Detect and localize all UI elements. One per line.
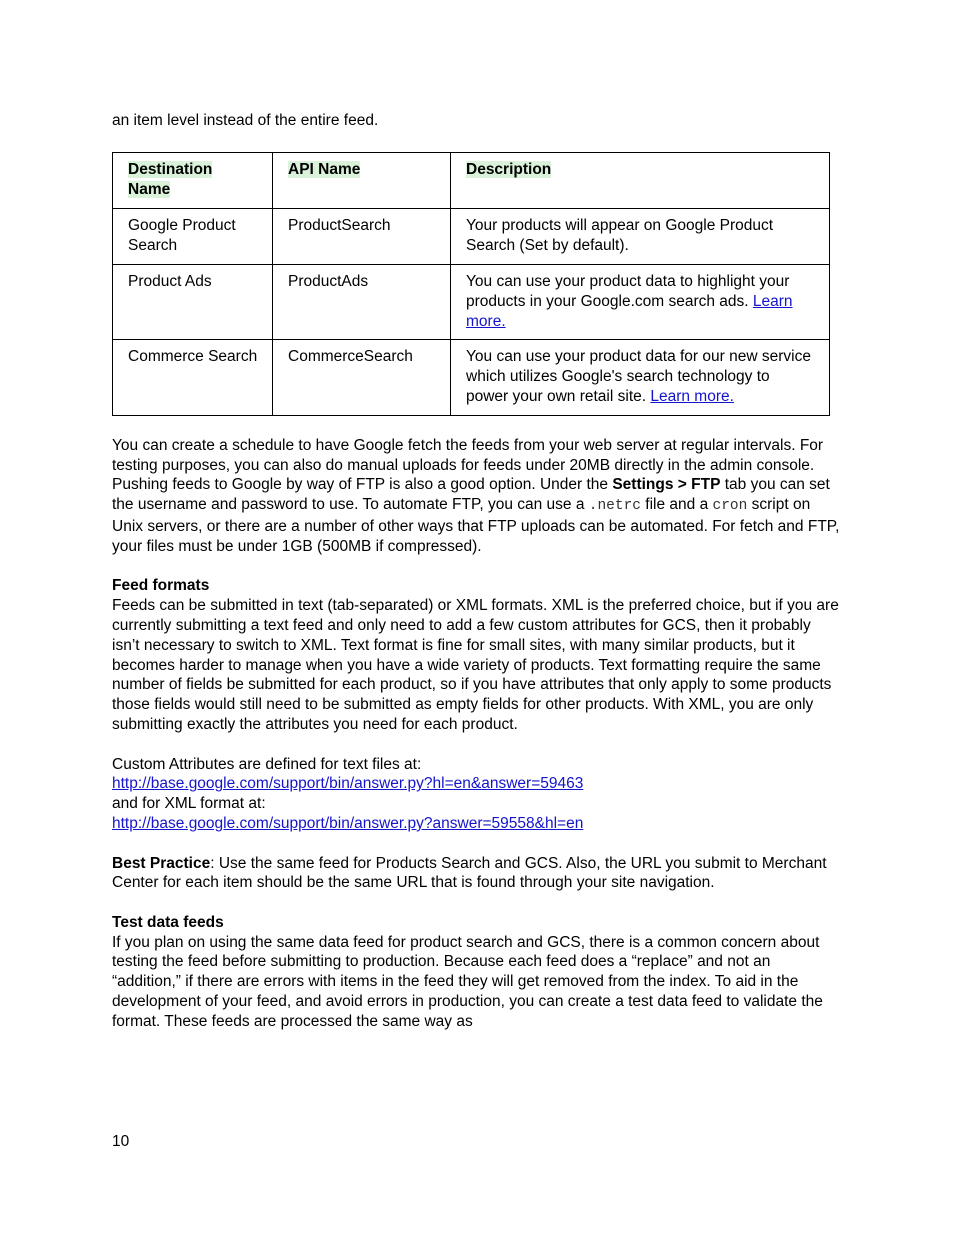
custom-attrs-xml-link[interactable]: http://base.google.com/support/bin/answer.py?answer=59558&hl=en (112, 814, 584, 832)
test-feeds-body: If you plan on using the same data feed for product search and GCS, there is a common concern about testing the feed before submitting to production. Because each feed does a “replace” and not an “addition,” if there are errors with items in the feed they will get removed from the index. To aid in the development of your feed, and avoid errors in production, you can create a test data feed to validate the format. These feeds are processed the same way as (112, 933, 823, 1030)
destinations-table (112, 152, 830, 416)
feed-formats-heading: Feed formats (112, 577, 210, 595)
page-content (112, 111, 840, 1032)
table-row (113, 340, 830, 415)
learn-more-link[interactable]: Learn more. (650, 387, 734, 405)
cell-destination: Google Product Search (113, 209, 273, 265)
cell-description: Your products will appear on Google Product Search (Set by default). (451, 209, 830, 265)
cell-api-name: CommerceSearch (273, 340, 451, 415)
custom-attrs-text-link[interactable]: http://base.google.com/support/bin/answer.py?hl=en&answer=59463 (112, 775, 584, 793)
table-row (113, 264, 830, 339)
header-description: Description (451, 152, 830, 209)
cell-api-name: ProductSearch (273, 209, 451, 265)
header-api-name: API Name (273, 152, 451, 209)
best-practice-paragraph: Best Practice: Use the same feed for Products Search and GCS. Also, the URL you submit to Merchant Center for each item should be the same URL that is found through your site navigation. (112, 854, 827, 892)
cell-description: You can use your product data to highlight your products in your Google.com search ads. Learn more. (451, 264, 830, 339)
table-header-row (113, 152, 830, 209)
custom-attrs-xml-label: and for XML format at: (112, 795, 266, 813)
cell-destination: Product Ads (113, 264, 273, 339)
cell-destination: Commerce Search (113, 340, 273, 415)
intro-line: an item level instead of the entire feed. (112, 112, 379, 129)
feed-formats-body: Feeds can be submitted in text (tab-separated) or XML formats. XML is the preferred choice, but if you are currently submitting a text feed and only need to add a few custom attributes for GCS, then it probably isn’t necessary to switch to XML. Text format is fine for small sites, with many similar products, but it becomes harder to manage when you have a wide variety of products. Text formatting require the same number of fields be submitted for each product, so if you have attributes that only apply to some products those fields would still need to be submitted as empty fields for other products. With XML, you are only submitting exactly the attributes you need for each product. (112, 597, 839, 733)
header-destination: Destination Name (113, 152, 273, 209)
schedule-paragraph: You can create a schedule to have Google fetch the feeds from your web server at regular intervals. For testing purposes, you can also do manual uploads for feeds under 20MB directly in the admin console. Pushing feeds to Google by way of FTP is also a good option. Under the Settings > FTP tab you can set the username and password to use. To automate FTP, you can use a .netrc file and a cron script on Unix servers, or there are a number of other ways that FTP uploads can be automated. For fetch and FTP, your files must be under 1GB (500MB if compressed). (112, 436, 840, 555)
custom-attrs-text-label: Custom Attributes are defined for text files at: (112, 755, 422, 773)
page-number: 10 (112, 1133, 130, 1150)
test-feeds-heading: Test data feeds (112, 913, 224, 931)
table-row (113, 209, 830, 265)
learn-more-link[interactable]: Learn more. (466, 292, 793, 330)
cell-description: You can use your product data for our new service which utilizes Google's search technology to power your own retail site. Learn more. (451, 340, 830, 415)
cell-api-name: ProductAds (273, 264, 451, 339)
